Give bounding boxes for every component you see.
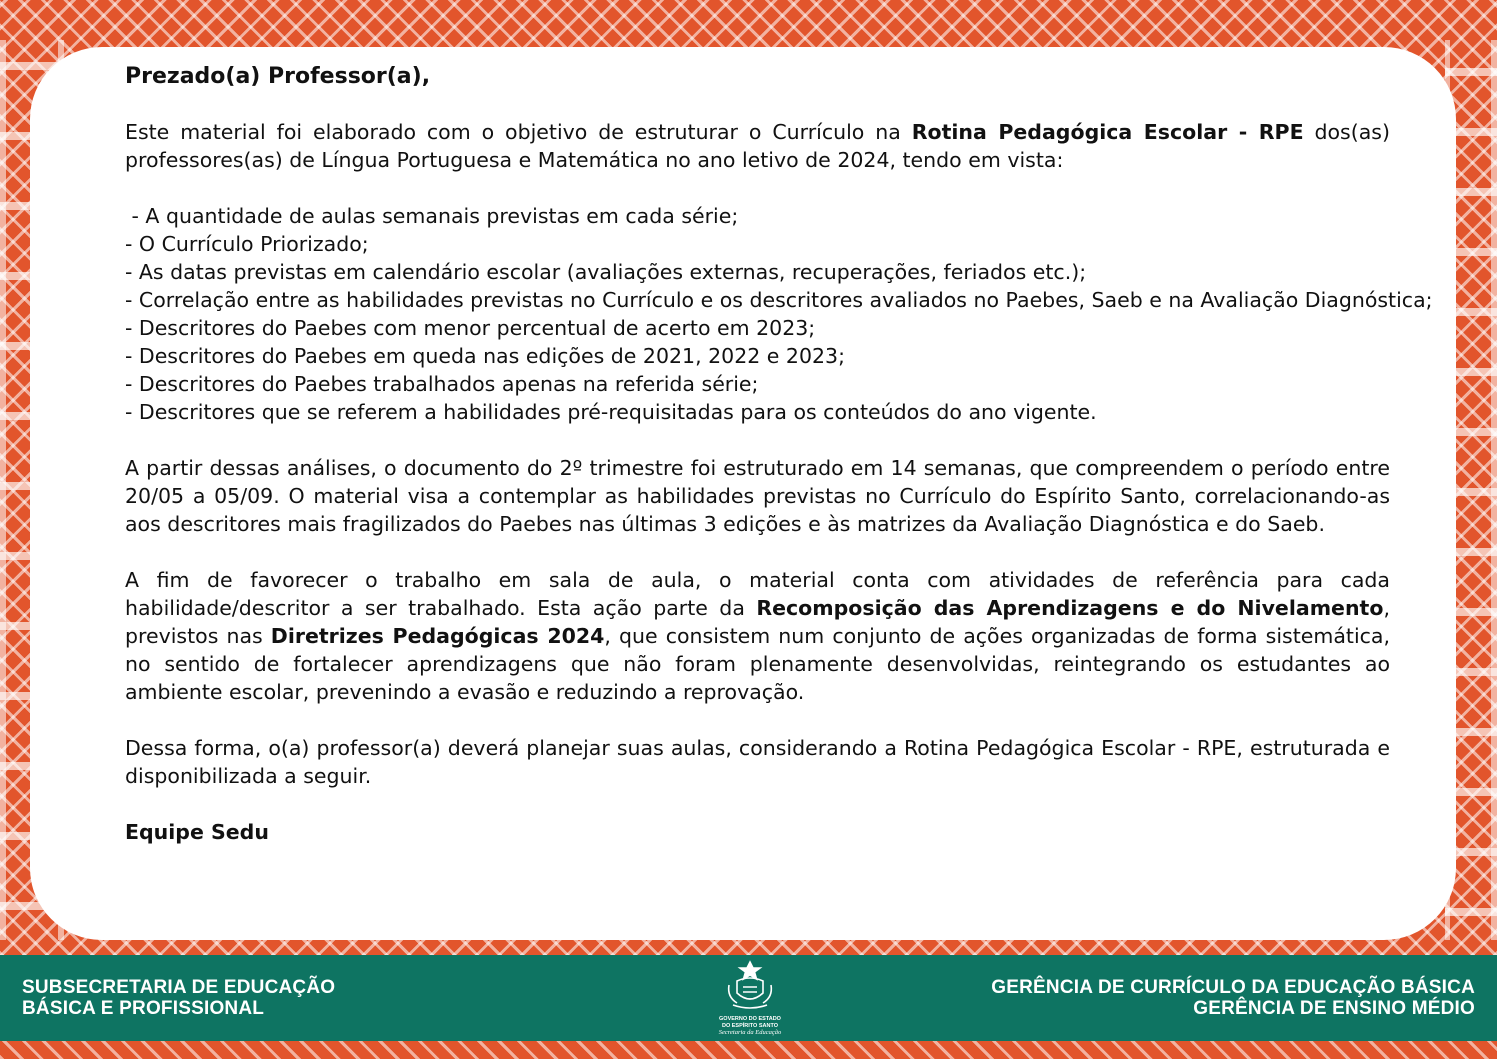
- analysis-paragraph: A partir dessas análises, o documento do 2º trimestre foi estruturado em 14 semanas, que compreendem o período entre 20/05 a 05/09. O material visa a contemplar as habilidades previstas no Currículo do Espírito Santo, correlacionando-as aos descritores mais fragilizados do Paebes nas últimas 3 edições e às matrizes da Avaliação Diagnóstica e do Saeb.: [125, 456, 1390, 536]
- list-item: - O Currículo Priorizado;: [125, 232, 369, 256]
- footer-left-heading: [22, 977, 335, 1019]
- footer-left-line-1: SUBSECRETARIA DE EDUCAÇÃO: [22, 977, 336, 998]
- logo-text-line-1: GOVERNO DO ESTADO: [719, 1016, 781, 1022]
- recomposition-text-1: A fim de favorecer o trabalho em sala de aula, o material conta com atividades de referência para cada habilidade/descritor a ser trabalhado. Esta ação parte da: [125, 568, 1390, 620]
- footer-bar: [0, 955, 1497, 1041]
- list-item: - Correlação entre as habilidades previstas no Currículo e os descritores avaliados no Paebes, Saeb e na Avaliação Diagnóstica;: [125, 288, 1433, 312]
- list-item: - Descritores do Paebes trabalhados apenas na referida série;: [125, 372, 759, 396]
- intro-bold-rpe: Rotina Pedagógica Escolar - RPE: [911, 120, 1304, 144]
- recomposition-bold-1: Recomposição das Aprendizagens e do Nivelamento: [756, 596, 1384, 620]
- recomposition-text-3: , que consistem num conjunto de ações organizadas de forma sistemática, no sentido de fortalecer aprendizagens que não foram plenamente desenvolvidas, reintegrando os estudantes ao ambiente escolar, prevenindo a evasão e reduzindo a reprovação.: [125, 624, 1390, 704]
- intro-text-2: dos(as) professores(as) de Língua Portuguesa e Matemática no ano letivo de 2024, tendo em vista:: [125, 120, 1390, 172]
- letter-content: [125, 62, 1433, 846]
- recomposition-paragraph: [125, 566, 1390, 706]
- footer-right-heading: [991, 977, 1475, 1019]
- intro-paragraph: [125, 118, 1390, 174]
- criteria-list: [125, 202, 1433, 426]
- list-item: - A quantidade de aulas semanais previstas em cada série;: [125, 204, 739, 228]
- footer-right-line-2: GERÊNCIA DE ENSINO MÉDIO: [1193, 998, 1475, 1019]
- recomposition-bold-2: Diretrizes Pedagógicas 2024: [270, 624, 605, 648]
- logo-text-line-2: DO ESPÍRITO SANTO: [721, 1023, 779, 1029]
- logo-text-line-3: Secretaria da Educação: [718, 1029, 782, 1036]
- list-item: - As datas previstas em calendário escolar (avaliações externas, recuperações, feriados etc.);: [125, 260, 1087, 284]
- recomposition-text-2: , previstos nas: [125, 596, 1390, 648]
- list-item: - Descritores do Paebes em queda nas edições de 2021, 2022 e 2023;: [125, 344, 846, 368]
- footer-logo: [700, 959, 800, 1037]
- list-item: - Descritores que se referem a habilidades pré-requisitadas para os conteúdos do ano vigente.: [125, 400, 1097, 424]
- signature: Equipe Sedu: [125, 820, 269, 844]
- intro-text-1: Este material foi elaborado com o objetivo de estruturar o Currículo na: [125, 120, 912, 144]
- footer-left-line-2: BÁSICA E PROFISSIONAL: [22, 998, 265, 1019]
- bottom-pattern-strip: [0, 1041, 1497, 1059]
- state-coat-of-arms-icon: [723, 959, 777, 1011]
- closing-paragraph: Dessa forma, o(a) professor(a) deverá planejar suas aulas, considerando a Rotina Pedagógica Escolar - RPE, estruturada e disponibilizada a seguir.: [125, 736, 1390, 788]
- list-item: - Descritores do Paebes com menor percentual de acerto em 2023;: [125, 316, 816, 340]
- footer-right-line-1: GERÊNCIA DE CURRÍCULO DA EDUCAÇÃO BÁSICA: [991, 977, 1475, 998]
- letter-greeting: Prezado(a) Professor(a),: [125, 64, 431, 89]
